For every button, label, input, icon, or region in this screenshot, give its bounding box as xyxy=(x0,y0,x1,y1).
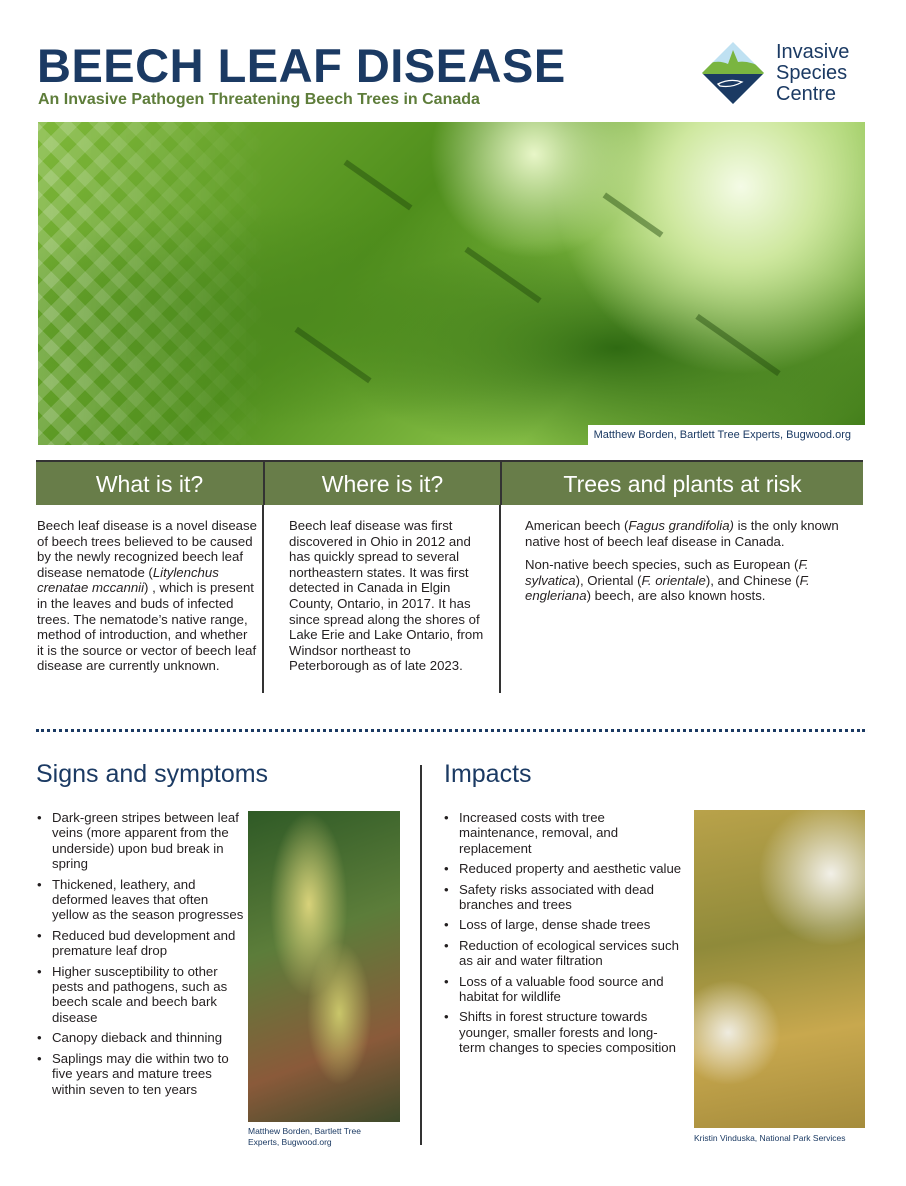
list-item: • Saplings may die within two to five years and mature trees within seven to ten years xyxy=(35,1051,245,1097)
where-is-it-text: Beech leaf disease was first discovered in Ohio in 2012 and has quickly spread to several northeastern states. It was first detected in Canada in Elgin County, Ontario, in 2017. It has since spread along the shores of Lake Erie and Lake Ontario, from Windsor northeast to Peterborough as of late 2023. xyxy=(289,518,484,674)
logo-text-line: Species xyxy=(776,62,848,84)
diamond-pattern-overlay xyxy=(38,122,268,445)
impacts-list xyxy=(442,810,682,1061)
photo-credit: Matthew Borden, Bartlett Tree Experts, Bugwood.org xyxy=(588,425,865,445)
list-item: • Loss of large, dense shade trees xyxy=(442,917,682,932)
logo-text-line: Invasive xyxy=(776,41,850,63)
list-item: • Reduction of ecological services such as air and water filtration xyxy=(442,938,682,969)
page-subtitle: An Invasive Pathogen Threatening Beech Trees in Canada xyxy=(38,91,480,108)
photo-credit: Matthew Borden, Bartlett Tree Experts, Bugwood.org xyxy=(248,1126,361,1147)
list-item: • Shifts in forest structure towards younger, smaller forests and long-term changes to species composition xyxy=(442,1009,682,1055)
list-item: • Thickened, leathery, and deformed leaves that often yellow as the season progresses xyxy=(35,877,245,923)
list-item: • Reduced property and aesthetic value xyxy=(442,861,682,876)
impacts-heading: Impacts xyxy=(444,760,532,788)
signs-heading: Signs and symptoms xyxy=(36,760,269,788)
list-item: • Safety risks associated with dead branches and trees xyxy=(442,882,682,913)
invasive-species-centre-logo xyxy=(700,40,880,110)
list-item: • Reduced bud development and premature leaf drop xyxy=(35,928,245,959)
list-item: • Dark-green stripes between leaf veins (more apparent from the underside) upon bud break in spring xyxy=(35,810,245,872)
signs-list xyxy=(35,810,245,1102)
column-divider xyxy=(499,505,501,693)
yellowing-beech-leaves-photo xyxy=(248,811,400,1122)
dotted-divider xyxy=(36,729,865,732)
autumn-beech-leaves-photo xyxy=(694,810,865,1128)
logo-text-line: Centre xyxy=(776,83,837,105)
hero-beech-leaves-photo xyxy=(38,122,865,445)
section-header-risk: Trees and plants at risk xyxy=(500,460,863,505)
list-item: • Increased costs with tree maintenance, removal, and replacement xyxy=(442,810,682,856)
logo-diamond-icon xyxy=(700,40,766,106)
list-item: • Loss of a valuable food source and habitat for wildlife xyxy=(442,974,682,1005)
column-divider xyxy=(262,505,264,693)
section-header-where: Where is it? xyxy=(263,460,500,505)
column-divider xyxy=(420,765,422,1145)
photo-credit: Kristin Vinduska, National Park Services xyxy=(694,1133,846,1143)
section-header-what: What is it? xyxy=(36,460,263,505)
list-item: • Canopy dieback and thinning xyxy=(35,1030,245,1045)
what-is-it-text: Beech leaf disease is a novel disease of beech trees believed to be caused by the newly recognized beech leaf disease nematode (Litylenchus crenatae mccannii) , which is present in the leaves and buds of infected trees. The nematode’s native range, method of introduction, and whether it is the source or vector of beech leaf disease are currently unknown. xyxy=(37,518,257,674)
page-title: BEECH LEAF DISEASE xyxy=(37,39,566,92)
trees-at-risk-text: American beech (Fagus grandifolia) is the only known native host of beech leaf disease in Canada. Non-native beech species, such as European (F. sylvatica), Oriental (F. orientale), and Chinese (F. engleriana) beech, are also known hosts. xyxy=(525,518,839,604)
list-item: • Higher susceptibility to other pests and pathogens, such as beech scale and beech bark disease xyxy=(35,964,245,1026)
